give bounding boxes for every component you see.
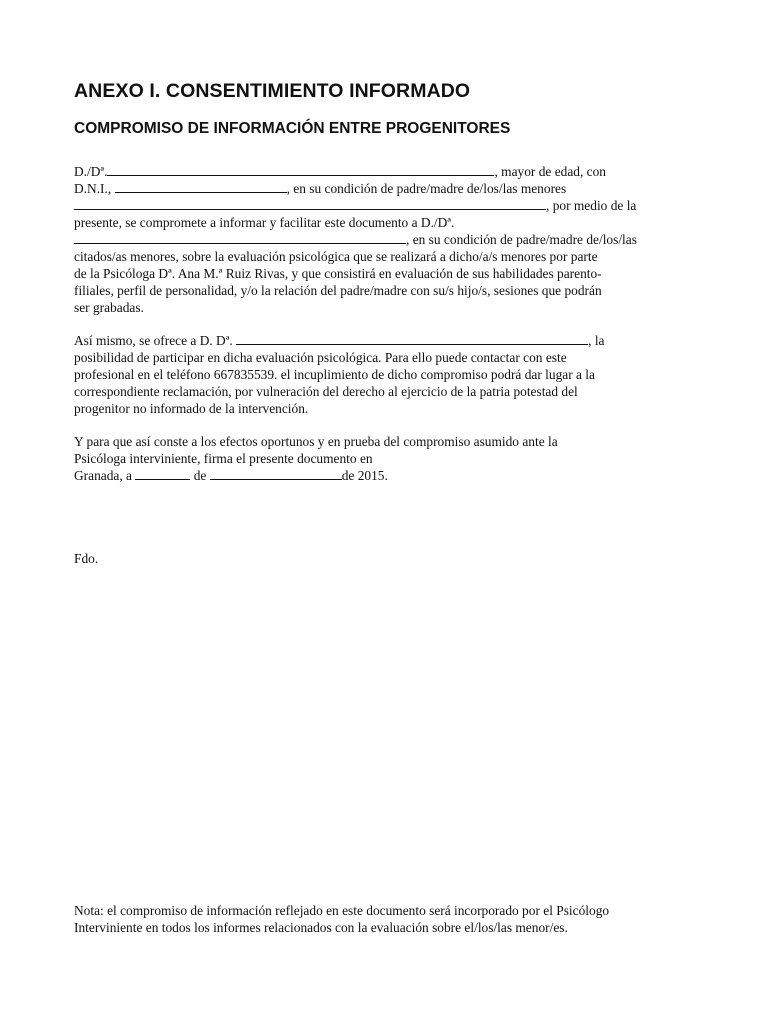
paragraph-1-line-2: D.N.I., , en su condición de padre/madre de/los/las menores: [74, 181, 567, 196]
paragraph-1-line-9: ser grabadas.: [74, 300, 144, 315]
paragraph-1-line-3: , por medio de la: [74, 197, 694, 214]
dni-blank[interactable]: [115, 180, 287, 193]
document-page: [74, 0, 694, 1024]
name-blank-1[interactable]: [107, 163, 494, 176]
signature-label: Fdo.: [74, 551, 99, 566]
paragraph-2-line-2: posibilidad de participar en dicha evaluación psicológica. Para ello puede contactar con este: [74, 350, 567, 365]
paragraph-3-line-1: Y para que así conste a los efectos oportunos y en prueba del compromiso asumido ante la: [74, 434, 558, 449]
document-subtitle: COMPROMISO DE INFORMACIÓN ENTRE PROGENITORES: [74, 120, 511, 137]
note-line-2: Interviniente en todos los informes relacionados con la evaluación sobre el/los/las menor/es.: [74, 920, 568, 935]
paragraph-2-line-1: Así mismo, se ofrece a D. Dª. , la: [74, 333, 605, 348]
note-line-1: Nota: el compromiso de información reflejado en este documento será incorporado por el Psicólogo: [74, 903, 610, 918]
paragraph-1-line-6: citados/as menores, sobre la evaluación psicológica que se realizará a dicho/a/s menores por parte: [74, 249, 598, 264]
paragraph-1-line-1: D./Dª. , mayor de edad, con: [74, 164, 606, 179]
month-blank[interactable]: [210, 467, 342, 480]
name-blank-3[interactable]: [236, 332, 588, 345]
paragraph-3-line-3: Granada, a de de 2015.: [74, 468, 388, 483]
paragraph-2-line-3: profesional en el teléfono 667835539. el incuplimiento de dicho compromiso podrá dar lugar a la: [74, 367, 595, 382]
paragraph-2-line-5: progenitor no informado de la intervención.: [74, 401, 309, 416]
minors-blank[interactable]: [74, 197, 546, 210]
paragraph-1-line-4: presente, se compromete a informar y facilitar este documento a D./Dª.: [74, 215, 455, 230]
name-blank-2[interactable]: [74, 231, 406, 244]
paragraph-2-line-4: correspondiente reclamación, por vulneración del derecho al ejercicio de la patria potestad del: [74, 384, 578, 399]
paragraph-3-line-2: Psicóloga interviniente, firma el presente documento en: [74, 451, 373, 466]
paragraph-1-line-5: , en su condición de padre/madre de/los/las: [74, 231, 694, 248]
document-title: ANEXO I. CONSENTIMIENTO INFORMADO: [74, 80, 471, 102]
paragraph-1-line-8: filiales, perfil de personalidad, y/o la relación del padre/madre con su/s hijo/s, sesiones que podrán: [74, 283, 602, 298]
paragraph-1-line-7: de la Psicóloga Dª. Ana M.ª Ruiz Rivas, y que consistirá en evaluación de sus habilidades parento-: [74, 266, 602, 281]
day-blank[interactable]: [135, 467, 190, 480]
